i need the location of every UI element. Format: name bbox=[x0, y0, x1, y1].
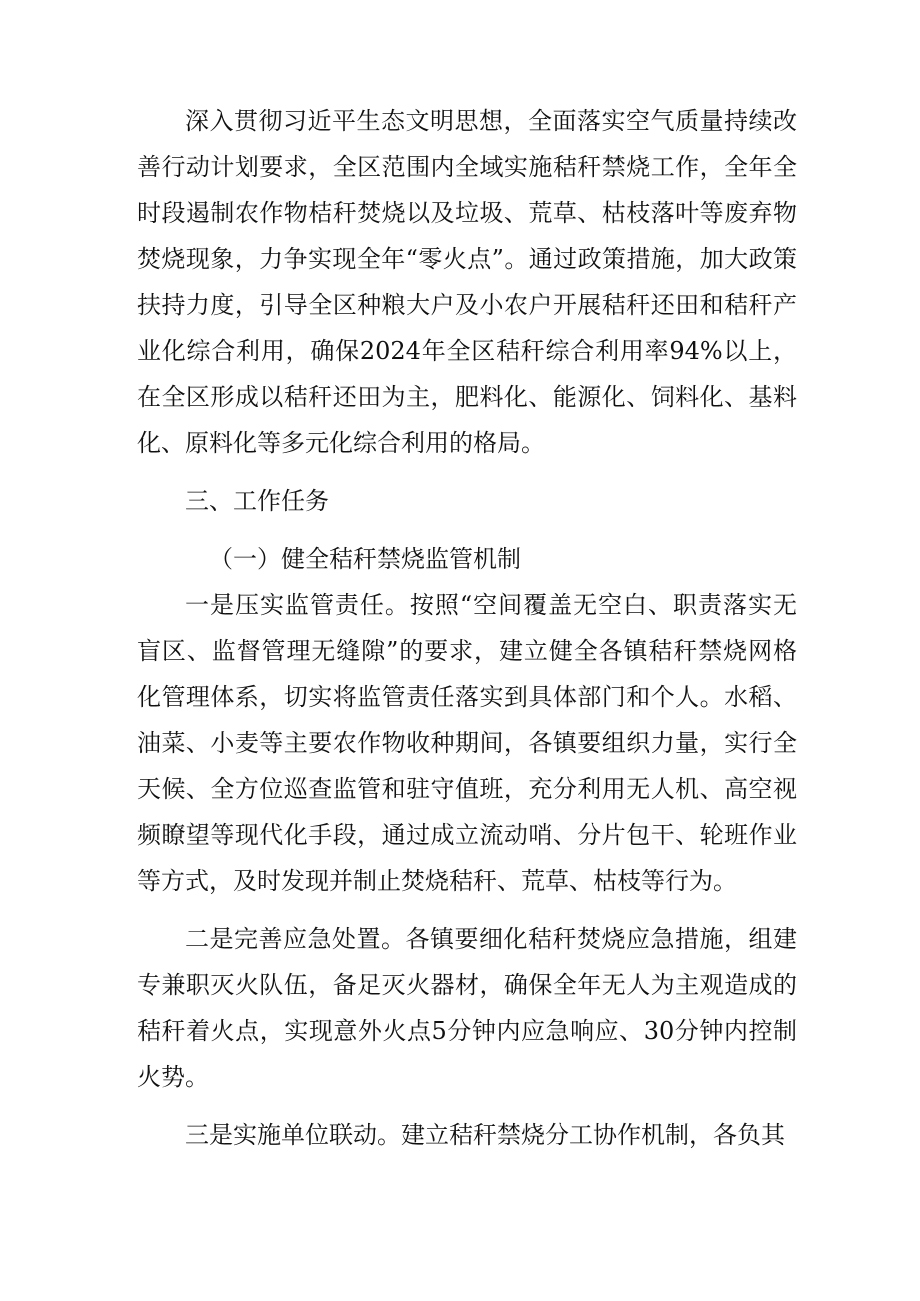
paragraph-emergency: 二是完善应急处置。各镇要细化秸秆焚烧应急措施，组建专兼职灭火队伍，备足灭火器材，确保全年无人为主观造成的秸秆着火点，实现意外火点5分钟内应急响应、30分钟内控制火势。 bbox=[137, 925, 797, 1091]
subsection-heading: （一）健全秸秆禁烧监管机制 bbox=[209, 545, 521, 573]
paragraph-goals: 深入贯彻习近平生态文明思想，全面落实空气质量持续改善行动计划要求，全区范围内全域实施秸秆禁烧工作，全年全时段遏制农作物桔秆焚烧以及垃圾、荒草、枯枝落叶等废弃物焚烧现象，力争实现全年“零火点”。通过政策措施，加大政策扶持力度，引导全区种粮大户及小农户开展秸秆还田和秸秆产业化综合利用，确保2024年全区秸秆综合利用率94%以上，在全区形成以秸秆还田为主，肥料化、能源化、饲料化、基料化、原料化等多元化综合利用的格局。 bbox=[137, 107, 797, 457]
paragraph-coordination: 三是实施单位联动。建立秸秆禁烧分工协作机制，各负其 bbox=[185, 1121, 785, 1149]
document-body bbox=[137, 98, 797, 1158]
section-heading: 三、工作任务 bbox=[185, 487, 329, 515]
paragraph-supervision: 一是压实监管责任。按照“空间覆盖无空白、职责落实无盲区、监督管理无缝隙”的要求，建立健全各镇秸秆禁烧网格化管理体系，切实将监管责任落实到具体部门和个人。水稻、油菜、小麦等主要农作物收种期间，各镇要组织力量，实行全天候、全方位巡查监管和驻守值班，充分利用无人机、高空视频瞭望等现代化手段，通过成立流动哨、分片包干、轮班作业等方式，及时发现并制止焚烧秸秆、荒草、枯枝等行为。 bbox=[137, 591, 797, 895]
